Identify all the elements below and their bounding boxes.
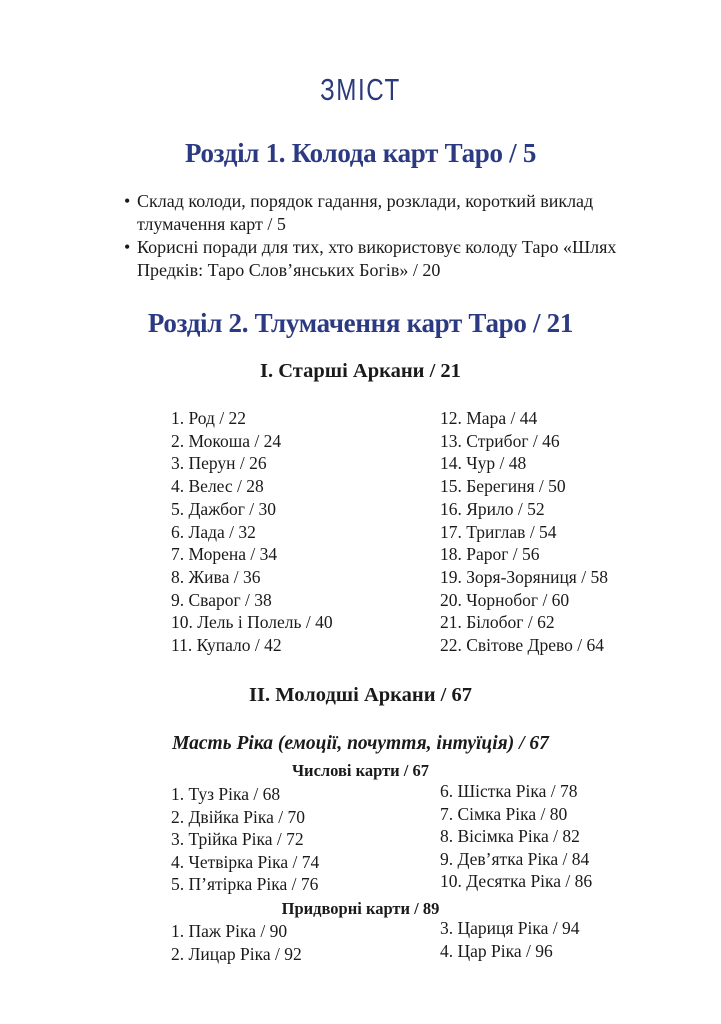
toc-entry[interactable]: 10. Лель і Полель / 40 [171, 612, 333, 633]
toc-entry[interactable]: 19. Зоря-Зоряниця / 58 [440, 566, 608, 587]
numeric-right-list [440, 780, 592, 893]
toc-entry[interactable]: 3. Цариця Ріка / 94 [440, 918, 580, 938]
toc-entry[interactable]: 11. Купало / 42 [171, 635, 282, 656]
toc-entry[interactable]: 2. Лицар Ріка / 92 [171, 943, 302, 964]
bullet-text: тлумачення карт / 5 [137, 214, 286, 234]
toc-entry[interactable]: 4. Цар Ріка / 96 [440, 940, 553, 961]
toc-entry[interactable]: 4. Четвірка Ріка / 74 [171, 851, 320, 872]
toc-entry[interactable]: 15. Берегиня / 50 [440, 476, 566, 497]
toc-entry[interactable]: 6. Лада / 32 [171, 521, 256, 542]
toc-entry[interactable]: 8. Вісімка Ріка / 82 [440, 826, 580, 846]
toc-entry[interactable]: 22. Світове Древо / 64 [440, 635, 604, 656]
toc-entry[interactable]: 6. Шістка Ріка / 78 [440, 781, 578, 801]
bullet-item[interactable] [124, 236, 704, 282]
toc-entry[interactable]: 1. Туз Ріка / 68 [171, 784, 281, 804]
toc-entry[interactable]: 18. Рарог / 56 [440, 544, 540, 565]
toc-entry[interactable]: 2. Мокоша / 24 [171, 430, 282, 451]
toc-entry[interactable]: 20. Чорнобог / 60 [440, 589, 570, 610]
toc-entry[interactable]: 21. Білобог / 62 [440, 612, 555, 633]
toc-entry[interactable]: 2. Двійка Ріка / 70 [171, 806, 306, 827]
court-right-list [440, 917, 580, 962]
section-1-heading[interactable]: Розділ 1. Колода карт Таро / 5 [184, 138, 537, 168]
bullet-icon: • [124, 237, 131, 257]
toc-entry[interactable]: 14. Чур / 48 [440, 453, 527, 474]
toc-entry[interactable]: 3. Трійка Ріка / 72 [171, 829, 304, 849]
toc-entry[interactable]: 17. Триглав / 54 [440, 521, 557, 542]
toc-entry[interactable]: 3. Перун / 26 [171, 453, 267, 474]
toc-entry[interactable]: 1. Паж Ріка / 90 [171, 921, 288, 941]
page-title: ЗМІСТ [320, 72, 401, 107]
court-cards-heading[interactable]: Придворні карти / 89 [281, 899, 440, 918]
bullet-text: Предків: Таро Слов’янських Богів» / 20 [137, 260, 441, 280]
toc-entry[interactable]: 16. Ярило / 52 [440, 498, 545, 519]
bullet-text: Корисні поради для тих, хто використовує колоду Таро «Шлях [137, 237, 617, 257]
toc-entry[interactable]: 1. Род / 22 [171, 408, 247, 428]
numeric-left-list [171, 783, 319, 896]
toc-entry[interactable]: 7. Морена / 34 [171, 544, 278, 565]
toc-entry[interactable]: 9. Сварог / 38 [171, 589, 272, 610]
bullet-text: Склад колоди, порядок гадання, розклади, короткий виклад [137, 191, 594, 211]
toc-entry[interactable]: 8. Жива / 36 [171, 566, 261, 587]
bullet-item[interactable] [124, 190, 704, 236]
numeric-cards-heading[interactable]: Числові карти / 67 [291, 761, 430, 780]
minor-arcana-heading[interactable]: II. Молодші Аркани / 67 [249, 684, 472, 706]
toc-entry[interactable]: 5. Дажбог / 30 [171, 498, 277, 519]
major-arcana-heading[interactable]: I. Старші Аркани / 21 [260, 360, 461, 382]
toc-entry[interactable]: 13. Стрибог / 46 [440, 430, 560, 451]
toc-entry[interactable]: 10. Десятка Ріка / 86 [440, 871, 593, 891]
toc-entry[interactable]: 5. П’ятірка Ріка / 76 [171, 874, 319, 894]
suit-heading[interactable]: Масть Ріка (емоції, почуття, інтуїція) / 67 [172, 733, 549, 754]
toc-entry[interactable]: 9. Дев’ятка Ріка / 84 [440, 848, 590, 869]
major-arcana-left-list [171, 407, 333, 657]
section-1-bullets [124, 190, 704, 282]
section-2-heading[interactable]: Розділ 2. Тлумачення карт Таро / 21 [147, 308, 574, 338]
toc-entry[interactable]: 12. Мара / 44 [440, 408, 538, 428]
court-left-list [171, 920, 302, 965]
toc-entry[interactable]: 4. Велес / 28 [171, 476, 264, 497]
bullet-icon: • [124, 191, 131, 211]
major-arcana-right-list [440, 407, 608, 657]
toc-entry[interactable]: 7. Сімка Ріка / 80 [440, 803, 568, 824]
